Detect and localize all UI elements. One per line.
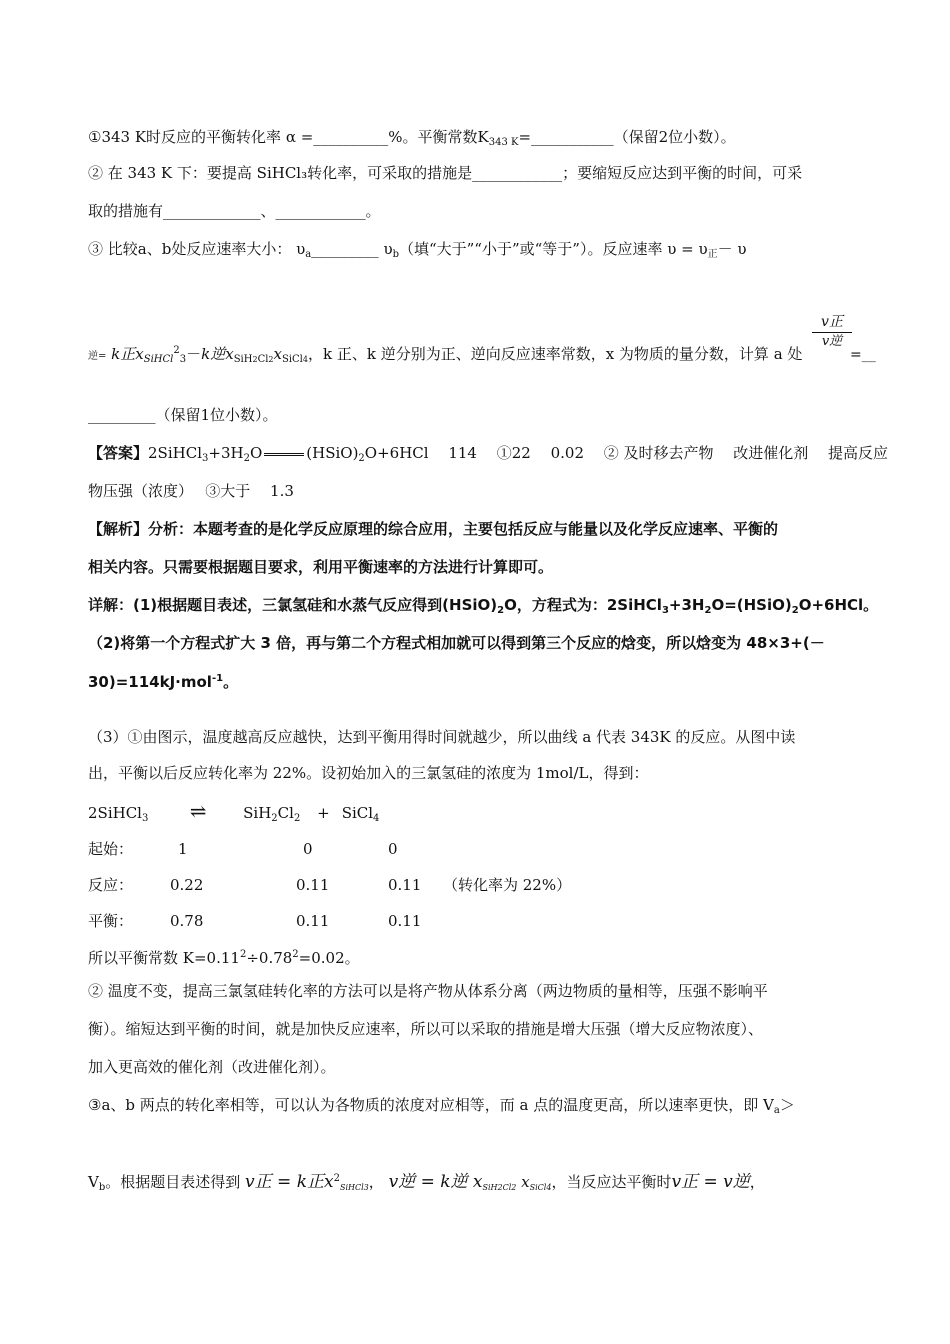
fraction-denominator: v逆 bbox=[821, 334, 843, 349]
analysis-line-2: 相关内容。只需要根据题目要求，利用平衡速率的方法进行计算即可。 bbox=[88, 558, 554, 576]
detail-text-d: O=(HSiO) bbox=[711, 596, 792, 614]
fraction-equals: =__ bbox=[850, 347, 876, 363]
q1-text-d: （保留2位小数）。 bbox=[613, 128, 736, 146]
q3-sicl: SiCl bbox=[281, 354, 303, 365]
detail-text-c: +3H bbox=[668, 596, 705, 614]
p3-text-d: ，当反应达平衡时 bbox=[551, 1173, 672, 1191]
question-3-line-1 bbox=[88, 238, 746, 266]
q3-four: 4 bbox=[302, 355, 308, 364]
q1-k-subscript: 343 K bbox=[488, 137, 519, 148]
q3-h2: 2 bbox=[252, 355, 258, 364]
eq-right-sub: 4 bbox=[373, 813, 380, 824]
q3-text-b: _________ υ bbox=[311, 240, 393, 258]
equals-arrow bbox=[264, 453, 304, 456]
k-text-a: 所以平衡常数 K=0.11 bbox=[88, 949, 240, 967]
q3-square: 2 bbox=[173, 345, 180, 356]
k-sup-1: 2 bbox=[239, 949, 247, 960]
p3-sub-b: b bbox=[98, 1182, 106, 1193]
q1-text-b: %。平衡常数K bbox=[388, 128, 489, 146]
answer-sub-2: 2 bbox=[243, 453, 250, 464]
p3-text-c: 。根据题目表述得到 bbox=[105, 1173, 241, 1191]
q3-sub-a: a bbox=[305, 249, 312, 260]
detail3-sup: -1 bbox=[211, 673, 224, 684]
fraction-numerator: v正 bbox=[812, 312, 852, 333]
p3-equilibrium-formula: v正 = v逆 bbox=[671, 1172, 750, 1192]
q3-text-c: （填“大于”“小于”或“等于”）。反应速率 υ = υ bbox=[398, 240, 708, 258]
answer-text-e: O+6HCl 114 ①22 0.02 ② 及时移去产物 改进催化剂 提高反应 bbox=[364, 444, 889, 462]
p3-v-zheng-formula: v正 = k正x bbox=[245, 1172, 334, 1192]
q3-k-zheng: k正x bbox=[111, 345, 144, 363]
question-2-line-1: ② 在 343 K 下：要提高 SiHCl₃转化率，可采取的措施是____________；要缩短反应达到平衡的时间，可采 bbox=[88, 164, 803, 182]
p3-v2-sub1: SiH2Cl2 bbox=[482, 1183, 517, 1192]
k-calculation bbox=[88, 944, 360, 969]
detail3-text-a: 30)=114kJ·mol bbox=[88, 673, 212, 691]
answer-text-b: +3H bbox=[208, 444, 244, 462]
detail-line-2: （2)将第一个方程式扩大 3 倍，再与第二个方程式相加就可以得到第三个反应的焓变，所以焓变为 48×3+(－ bbox=[88, 634, 825, 652]
eq-mid-b: Cl bbox=[277, 804, 294, 822]
row-c1: 0.78 bbox=[170, 912, 204, 930]
p3-v-ni-formula: v逆 = k逆 x bbox=[388, 1172, 483, 1192]
row-c1: 1 bbox=[178, 840, 188, 858]
eq-mid-s1: 2 bbox=[271, 813, 278, 824]
q1-blank-2: ___________ bbox=[531, 128, 614, 146]
question-2-line-2: 取的措施有_____________、____________。 bbox=[88, 202, 381, 220]
row-c3: 0.11 bbox=[388, 912, 422, 930]
q3-k-ni: k逆x bbox=[201, 345, 234, 363]
q3-cl: Cl bbox=[257, 354, 269, 365]
q1-text-c: = bbox=[518, 128, 532, 146]
part3-p2-line-3: 加入更高效的催化剂（改进催化剂）。 bbox=[88, 1058, 336, 1076]
q3-sihcl: SiHCl bbox=[143, 354, 174, 365]
part3-p2-line-2: 衡）。缩短达到平衡的时间，就是加快反应速率，所以可以采取的措施是增大压强（增大反应物浓度）、 bbox=[88, 1020, 764, 1038]
q1-text: ①343 K时反应的平衡转化率 α = bbox=[88, 128, 314, 146]
answer-sub-2b: 2 bbox=[358, 453, 365, 464]
k-sup-2: 2 bbox=[292, 949, 299, 960]
eq-left-sub: 3 bbox=[141, 813, 149, 824]
q3-prefix: 逆= bbox=[88, 351, 107, 362]
eq-right: SiCl bbox=[341, 804, 374, 822]
p3-text-a: ③a、b 两点的转化率相等，可以认为各物质的浓度对应相等，而 a 点的温度更高，所以速率更快，即 V bbox=[88, 1096, 774, 1114]
detail3-text-b: 。 bbox=[223, 673, 239, 691]
p3-v1-sub: SiHCl3 bbox=[339, 1183, 369, 1192]
q3-rest: ，k 正、k 逆分别为正、逆向反应速率常数，x 为物质的量分数，计算 a 处 bbox=[307, 345, 803, 363]
question-1 bbox=[88, 126, 736, 154]
part3-p3-line-2 bbox=[88, 1168, 765, 1199]
q1-blank-1: __________ bbox=[313, 128, 389, 146]
detail-sub-2b: 2 bbox=[704, 605, 712, 616]
row-c2: 0.11 bbox=[296, 876, 330, 894]
p3-sub-a: a bbox=[773, 1105, 780, 1116]
p3-v2-x: x bbox=[516, 1173, 530, 1191]
row-c2: 0 bbox=[303, 840, 313, 858]
p3-v: V bbox=[88, 1173, 99, 1191]
answer-text-c: O bbox=[249, 444, 263, 462]
q3-cl2: 2 bbox=[268, 355, 274, 364]
q3-minus: － bbox=[186, 345, 202, 363]
part3-p3-line-1 bbox=[88, 1094, 795, 1122]
equilibrium-equation bbox=[88, 799, 380, 830]
detail-sub-3: 3 bbox=[661, 605, 669, 616]
eq-left: 2SiHCl bbox=[88, 804, 142, 822]
rate-fraction bbox=[812, 312, 852, 351]
q3-three: 3 bbox=[179, 354, 187, 365]
answer-line-2: 物压强（浓度） ③大于 1.3 bbox=[88, 482, 294, 500]
answer-label: 【答案】 bbox=[88, 444, 149, 462]
q3-sih: SiH bbox=[233, 354, 253, 365]
detail-line-3 bbox=[88, 668, 238, 693]
answer-line-1 bbox=[88, 442, 888, 470]
part3-p2-line-1: ② 温度不变，提高三氯氢硅转化率的方法可以是将产物从体系分离（两边物质的量相等，压强不影响平 bbox=[88, 982, 768, 1000]
q3-sub-zheng: 正 bbox=[707, 249, 718, 260]
analysis-line-1 bbox=[88, 518, 778, 540]
detail-text-b: O，方程式为：2SiHCl bbox=[504, 596, 662, 614]
question-3-line-3: _________（保留1位小数）。 bbox=[88, 406, 278, 424]
q3-text-d: － υ bbox=[717, 240, 747, 258]
analysis-label: 【解析】 bbox=[88, 520, 149, 538]
detail-sub-2c: 2 bbox=[791, 605, 799, 616]
row-c1: 0.22 bbox=[170, 876, 204, 894]
q3-text-a: ③ 比较a、b处反应速率大小： υ bbox=[88, 240, 306, 258]
p3-v2-sub2: SiCl4 bbox=[529, 1183, 552, 1192]
k-text-c: =0.02。 bbox=[298, 949, 360, 967]
row-label: 反应： bbox=[88, 876, 134, 894]
eq-mid-a: SiH bbox=[243, 804, 272, 822]
answer-text-d: (HSiO) bbox=[306, 444, 359, 462]
eq-plus: + bbox=[317, 804, 330, 822]
p3-text-e: ， bbox=[749, 1173, 765, 1191]
detail-label: 详解： bbox=[88, 596, 134, 614]
q3-sub-b: b bbox=[392, 249, 399, 260]
detail-text-a: (1)根据题目表述，三氯氢硅和水蒸气反应得到(HSiO) bbox=[133, 596, 498, 614]
part3-line-1: （3）①由图示，温度越高反应越快，达到平衡用得时间就越少，所以曲线 a 代表 343K 的反应。从图中读 bbox=[88, 728, 796, 746]
detail-text-e: O+6HCl。 bbox=[798, 596, 879, 614]
q3-x: x bbox=[273, 345, 282, 363]
row-c2: 0.11 bbox=[296, 912, 330, 930]
detail-line-1 bbox=[88, 594, 878, 622]
answer-sub-3: 3 bbox=[202, 453, 209, 464]
p3-v1-square: 2 bbox=[333, 1173, 340, 1184]
p3-comma: ， bbox=[368, 1173, 384, 1191]
row-label: 平衡： bbox=[88, 912, 134, 930]
p3-text-b: ＞ bbox=[779, 1096, 795, 1114]
row-c3: 0 bbox=[388, 840, 398, 858]
row-label: 起始： bbox=[88, 840, 134, 858]
question-3-line-2 bbox=[88, 340, 802, 371]
equilibrium-arrow-icon: ⇌ bbox=[189, 799, 207, 823]
eq-mid-s2: 2 bbox=[293, 813, 301, 824]
row-note: （转化率为 22%） bbox=[443, 876, 572, 894]
detail-sub-2: 2 bbox=[497, 605, 505, 616]
analysis-text-1: 分析：本题考查的是化学反应原理的综合应用，主要包括反应与能量以及化学反应速率、平衡的 bbox=[148, 520, 779, 538]
part3-line-2: 出，平衡以后反应转化率为 22%。设初始加入的三氯氢硅的浓度为 1mol/L，得到： bbox=[88, 764, 649, 782]
k-text-b: ÷0.78 bbox=[246, 949, 293, 967]
row-c3: 0.11 bbox=[388, 876, 422, 894]
answer-text-a: 2SiHCl bbox=[148, 444, 202, 462]
